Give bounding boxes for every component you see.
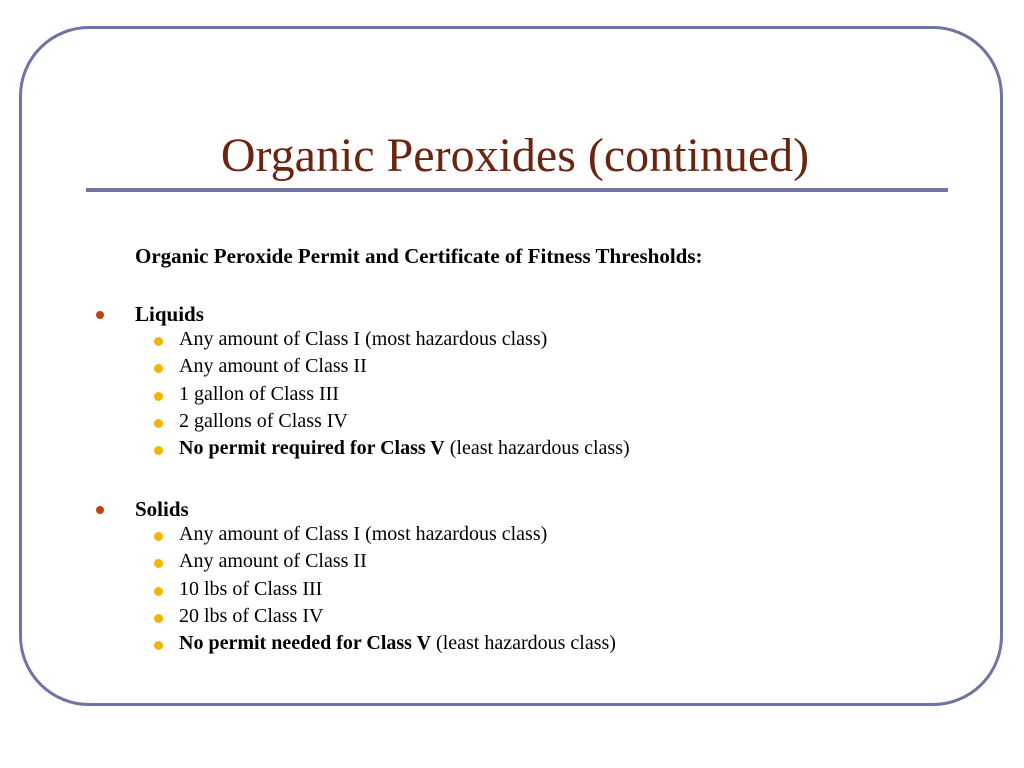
item-plain-text: (least hazardous class) bbox=[431, 632, 616, 655]
title-divider bbox=[86, 188, 948, 192]
item-text bbox=[179, 523, 547, 546]
item-plain-text: Any amount of Class I (most hazardous class) bbox=[179, 328, 548, 350]
list-item bbox=[0, 525, 1024, 552]
section-header bbox=[0, 302, 1024, 330]
bullet-dot-icon bbox=[154, 559, 163, 568]
item-plain-text: 10 lbs of Class III bbox=[179, 577, 323, 600]
item-text bbox=[179, 578, 322, 601]
list-item bbox=[0, 577, 1024, 607]
list-item bbox=[0, 330, 1024, 357]
list-item bbox=[0, 409, 1024, 439]
item-plain-text: 1 gallon of Class III bbox=[179, 382, 339, 405]
bullet-dot-icon bbox=[154, 337, 163, 346]
item-plain-text: Any amount of Class I (most hazardous class) bbox=[179, 523, 548, 545]
item-plain-text: Any amount of Class II bbox=[179, 355, 367, 378]
item-bold-text: No permit required for Class V bbox=[179, 437, 445, 460]
bullet-dot-icon bbox=[154, 641, 163, 650]
section-solids bbox=[0, 497, 1024, 661]
solids-item-list bbox=[0, 525, 1024, 661]
section-label: Solids bbox=[135, 497, 189, 521]
item-text bbox=[179, 328, 547, 351]
bullet-dot-icon bbox=[154, 587, 163, 596]
item-plain-text: 20 lbs of Class IV bbox=[179, 604, 324, 627]
item-text bbox=[179, 383, 339, 406]
bullet-dot-icon bbox=[154, 419, 163, 428]
item-plain-text: (least hazardous class) bbox=[444, 437, 630, 460]
bullet-dot-icon bbox=[96, 506, 104, 514]
bullet-dot-icon bbox=[96, 311, 104, 319]
bullet-dot-icon bbox=[154, 532, 163, 541]
bullet-dot-icon bbox=[154, 364, 163, 373]
item-text bbox=[179, 437, 630, 460]
item-text bbox=[179, 355, 367, 378]
list-item bbox=[0, 382, 1024, 412]
list-item bbox=[0, 634, 1024, 661]
section-header bbox=[0, 497, 1024, 525]
liquids-item-list bbox=[0, 330, 1024, 466]
thresholds-heading: Organic Peroxide Permit and Certificate of Fitness Thresholds: bbox=[135, 244, 703, 268]
section-liquids bbox=[0, 302, 1024, 466]
item-text bbox=[179, 605, 323, 628]
bullet-dot-icon bbox=[154, 614, 163, 623]
item-text bbox=[179, 632, 616, 655]
list-item bbox=[0, 357, 1024, 384]
slide-title: Organic Peroxides (continued) bbox=[220, 129, 810, 182]
item-plain-text: 2 gallons of Class IV bbox=[179, 409, 348, 432]
list-item bbox=[0, 439, 1024, 466]
item-text bbox=[179, 410, 348, 433]
list-item bbox=[0, 552, 1024, 579]
item-text bbox=[179, 550, 367, 573]
bullet-dot-icon bbox=[154, 392, 163, 401]
list-item bbox=[0, 604, 1024, 634]
item-plain-text: Any amount of Class II bbox=[179, 550, 367, 573]
bullet-dot-icon bbox=[154, 446, 163, 455]
item-bold-text: No permit needed for Class V bbox=[179, 632, 432, 655]
section-label: Liquids bbox=[135, 302, 204, 326]
